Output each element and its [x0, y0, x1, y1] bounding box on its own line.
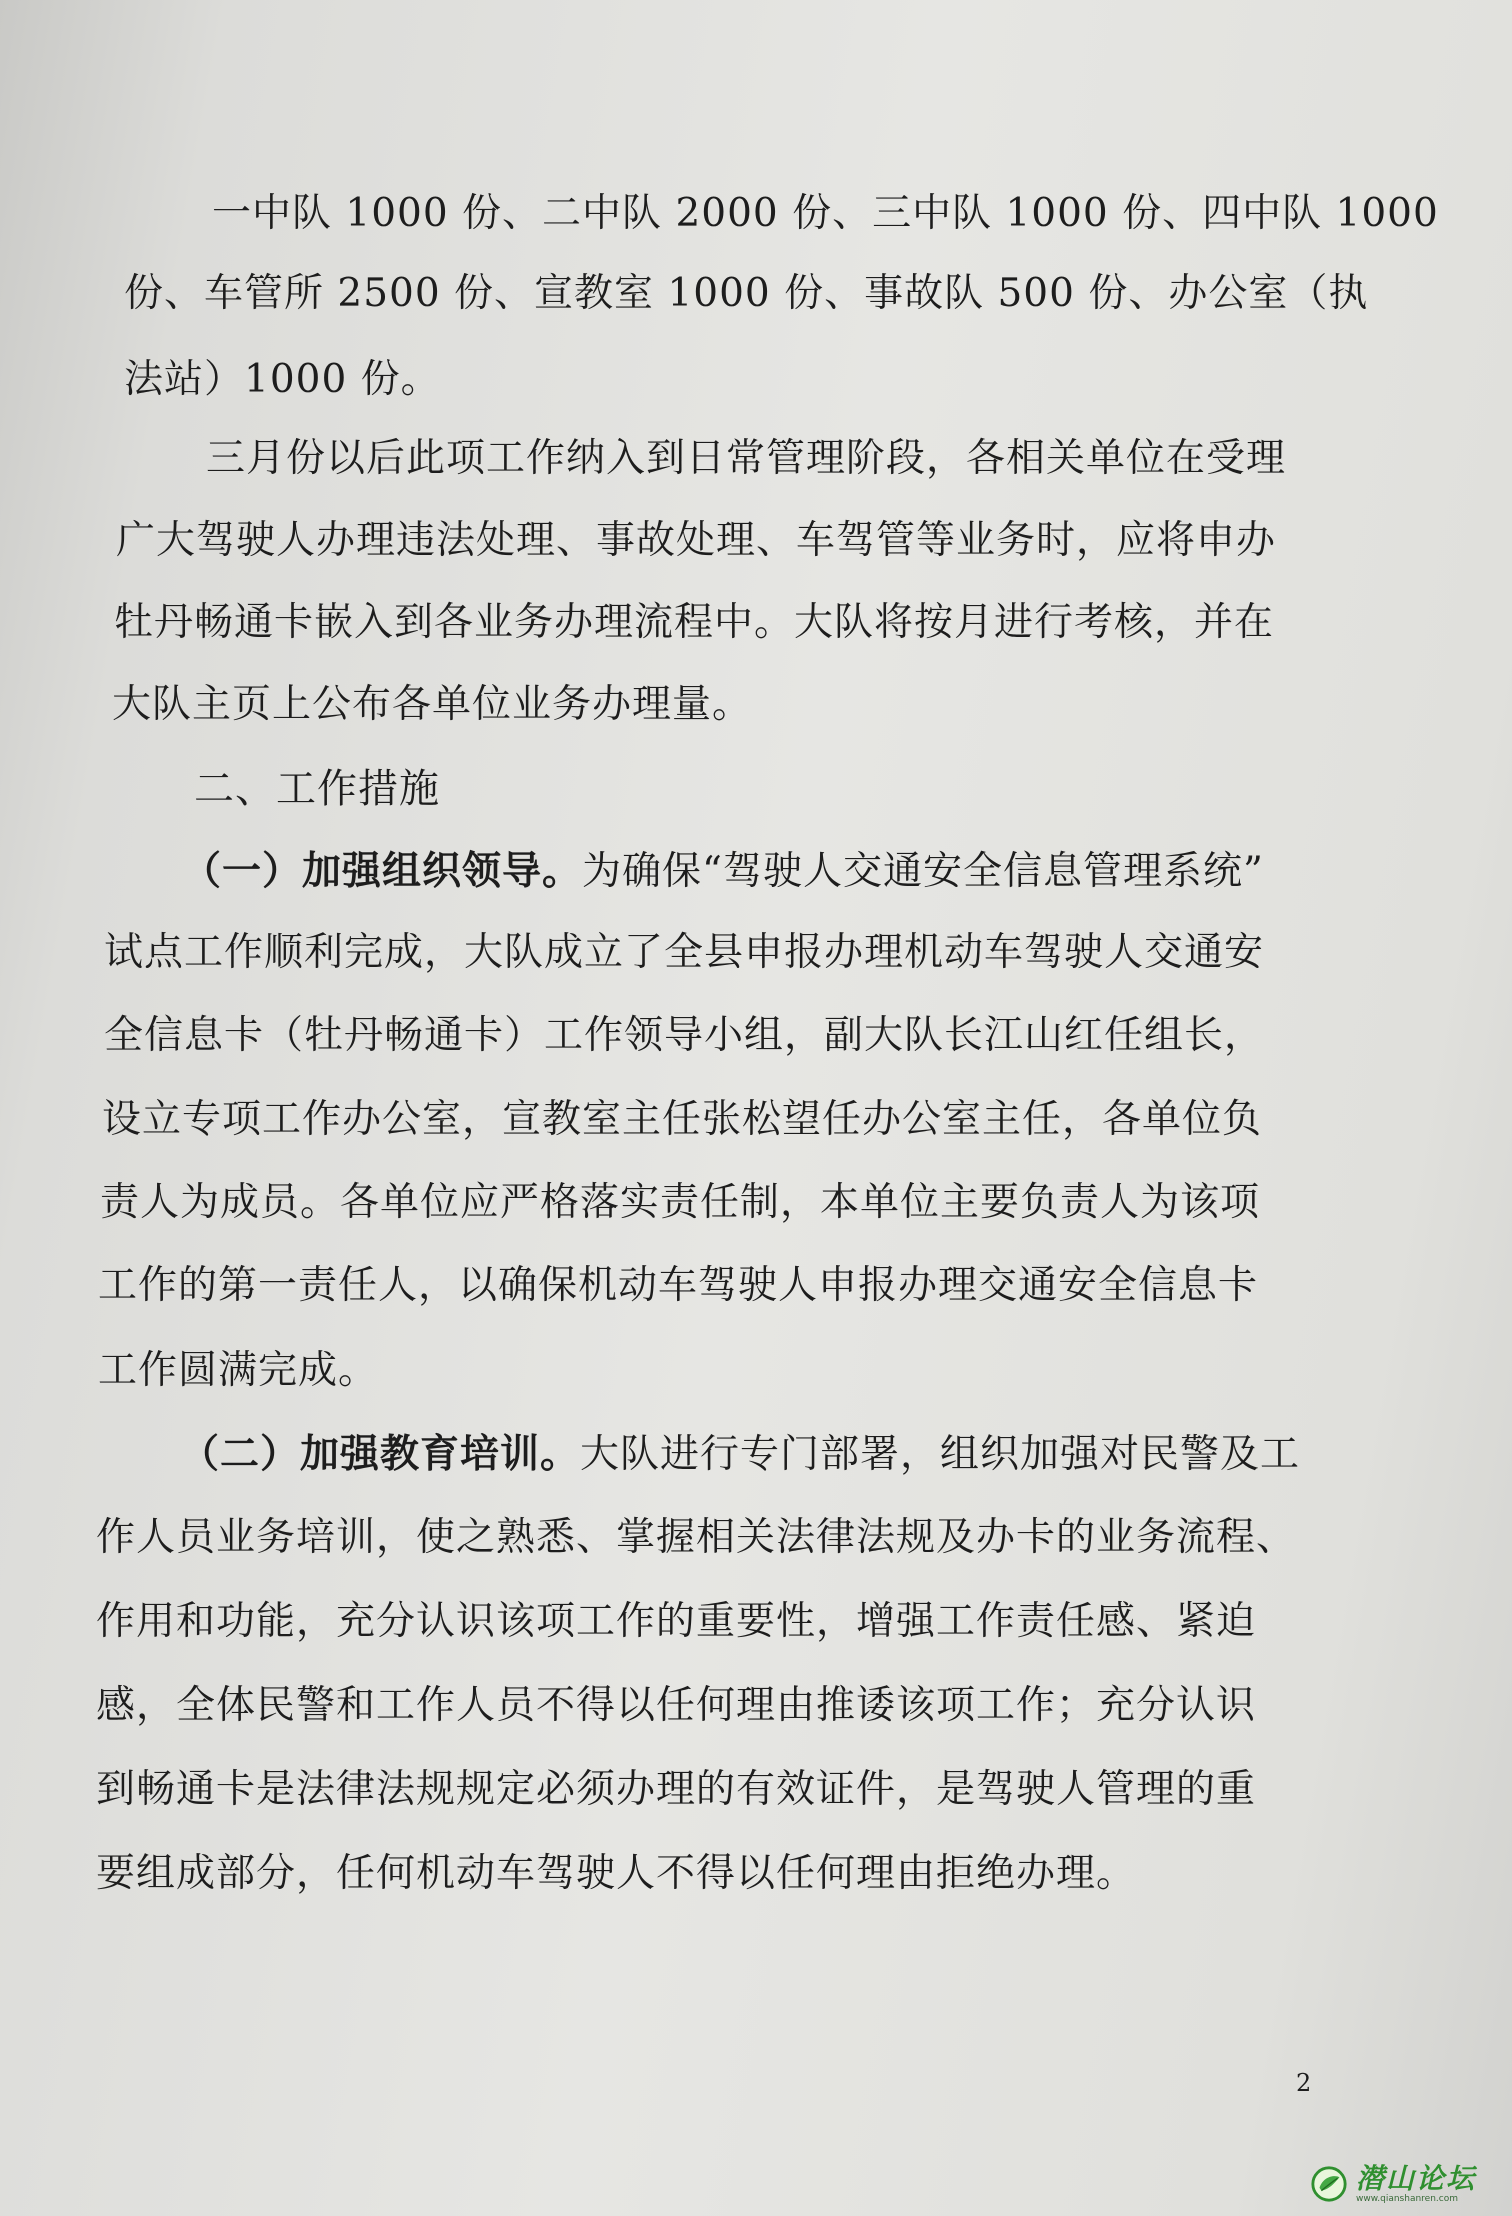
paragraph-line: 责人为成员。各单位应严格落实责任制，本单位主要负责人为该项	[100, 1180, 1261, 1225]
paragraph-line: 作人员业务培训，使之熟悉、掌握相关法律法规及办卡的业务流程、	[96, 1515, 1297, 1560]
paragraph-text: 大队进行专门部署，组织加强对民警及工	[580, 1432, 1301, 1477]
paragraph-text: 为确保“驾驶人交通安全信息管理系统”	[582, 849, 1264, 894]
paragraph-line: 工作圆满完成。	[98, 1348, 379, 1393]
paragraph-line: 大队主页上公布各单位业务办理量。	[112, 682, 753, 727]
paragraph-line: 法站）1000 份。	[124, 357, 441, 402]
paragraph-line: 试点工作顺利完成，大队成立了全县申报办理机动车驾驶人交通安	[104, 930, 1265, 975]
page-number: 2	[1296, 2069, 1312, 2097]
paragraph-line: 设立专项工作办公室，宣教室主任张松望任办公室主任，各单位负	[102, 1097, 1263, 1142]
paragraph-line: 到畅通卡是法律法规规定必须办理的有效证件，是驾驶人管理的重	[96, 1767, 1257, 1812]
section-heading: 二、工作措施	[194, 766, 440, 812]
paragraph-line: 作用和功能，充分认识该项工作的重要性，增强工作责任感、紧迫	[96, 1599, 1257, 1644]
paragraph-line: 要组成部分，任何机动车驾驶人不得以任何理由拒绝办理。	[96, 1851, 1137, 1896]
paragraph-line: 三月份以后此项工作纳入到日常管理阶段，各相关单位在受理	[206, 436, 1287, 481]
paragraph-line: 感，全体民警和工作人员不得以任何理由推诿该项工作；充分认识	[96, 1683, 1257, 1728]
forum-watermark	[1310, 2160, 1510, 2208]
paragraph-line: 一中队 1000 份、二中队 2000 份、三中队 1000 份、四中队 1000	[212, 191, 1439, 236]
paragraph-line: 全信息卡（牡丹畅通卡）工作领导小组，副大队长江山红任组长，	[104, 1013, 1265, 1058]
watermark-url: www.qianshanren.com	[1356, 2193, 1458, 2204]
paragraph-line: 份、车管所 2500 份、宣教室 1000 份、事故队 500 份、办公室（执	[124, 271, 1369, 316]
watermark-title: 潜山论坛	[1356, 2161, 1477, 2195]
paragraph-line: 工作的第一责任人，以确保机动车驾驶人申报办理交通安全信息卡	[98, 1263, 1259, 1308]
subsection-heading: （一）加强组织领导。	[182, 848, 583, 894]
paragraph-line: 广大驾驶人办理违法处理、事故处理、车驾管等业务时，应将申办	[116, 518, 1277, 563]
globe-leaf-icon	[1310, 2165, 1348, 2203]
paragraph-line: 牡丹畅通卡嵌入到各业务办理流程中。大队将按月进行考核，并在	[114, 600, 1275, 645]
subsection-heading: （二）加强教育培训。	[180, 1431, 581, 1477]
paragraph-line	[182, 843, 1264, 900]
paragraph-line	[180, 1426, 1300, 1483]
